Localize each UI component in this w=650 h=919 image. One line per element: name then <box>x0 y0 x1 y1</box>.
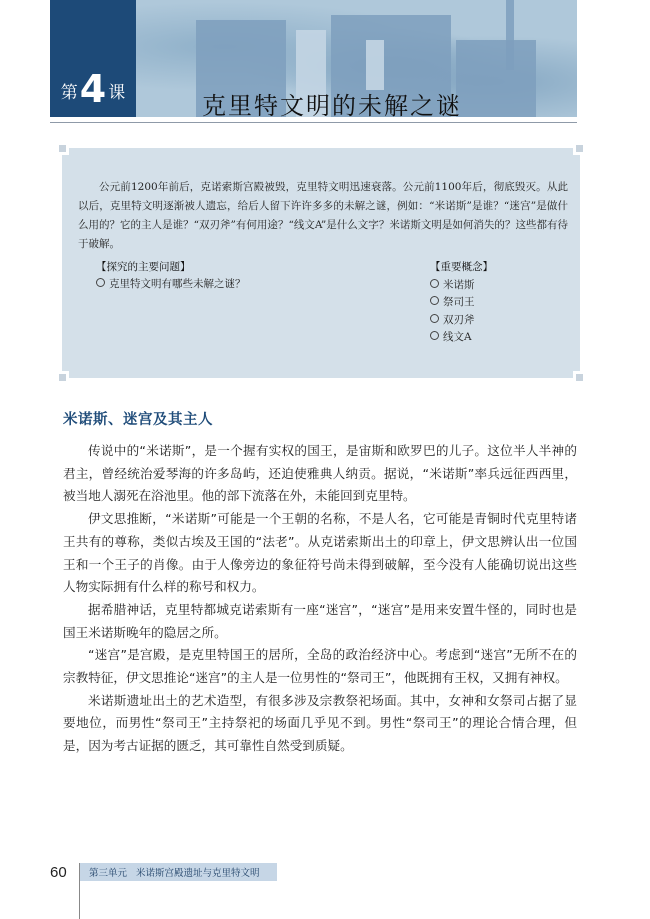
concept-item: 线文A <box>430 329 493 347</box>
body-paragraph: “迷宫”是宫殿，是克里特国王的居所，全岛的政治经济中心。考虑到“迷宫”无所不在的宗教特征，伊文思推论“迷宫”的主人是一位男性的“祭司王”，他既拥有王权，又拥有神权。 <box>63 647 577 686</box>
lesson-number: 4 <box>79 67 107 111</box>
concept-item: 祭司王 <box>430 294 493 312</box>
circle-bullet-icon <box>430 279 439 288</box>
running-head-text: 第三单元 米诺斯宫殿遗址与克里特文明 <box>89 868 260 879</box>
lesson-number-tag <box>50 0 136 117</box>
concept-item: 米诺斯 <box>430 277 493 295</box>
key-questions-heading: 【探究的主要问题】 <box>96 261 191 273</box>
circle-bullet-icon <box>430 314 439 323</box>
intro-paragraph: 公元前1200年前后，克诺索斯宫殿被毁，克里特文明迅速衰落。公元前1100年后，彻底毁灭。从此以后，克里特文明逐渐被人遗忘，给后人留下许许多多的未解之谜，例如：“米诺斯”是谁？“迷宫”是做什么用的？它的主人是谁？“双刃斧”有何用途？“线文A”是什么文字？米诺斯文明是如何消失的？这些都有待于破解。 <box>78 181 568 250</box>
body-paragraph: 传说中的“米诺斯”，是一个握有实权的国王，是宙斯和欧罗巴的儿子。这位半人半神的君主，曾经统治爱琴海的许多岛屿，还迫使雅典人纳贡。据说，“米诺斯”率兵远征西西里，被当地人溺死在浴池里。他的部下流落在外，未能回到克里特。 <box>63 443 577 504</box>
banner-divider <box>50 122 577 123</box>
key-concepts-heading: 【重要概念】 <box>430 261 493 273</box>
key-concepts <box>430 259 493 347</box>
key-questions <box>96 259 246 293</box>
corner-ornament <box>573 142 586 155</box>
lesson-suffix: 课 <box>108 83 126 103</box>
lesson-banner <box>50 0 577 117</box>
question-item: 克里特文明有哪些未解之谜？ <box>96 276 246 293</box>
page-number: 60 <box>50 864 67 881</box>
running-head <box>80 863 277 881</box>
circle-bullet-icon <box>430 331 439 340</box>
intro-box <box>62 148 580 378</box>
circle-bullet-icon <box>96 278 105 287</box>
body-paragraph: 伊文思推断，“米诺斯”可能是一个王朝的名称，不是人名，它可能是青铜时代克里特诸王共有的尊称，类似古埃及王国的“法老”。从克诺索斯出土的印章上，伊文思辨认出一位国王和一个王子的肖像。由于人像旁边的象征符号尚未得到破解，至今没有人能确切说出这些人物实际拥有什么样的称号和权力。 <box>63 511 577 595</box>
circle-bullet-icon <box>430 296 439 305</box>
corner-ornament <box>56 142 69 155</box>
section-body <box>63 440 577 758</box>
corner-ornament <box>573 371 586 384</box>
body-paragraph: 据希腊神话，克里特都城克诺索斯有一座“迷宫”，“迷宫”是用来安置牛怪的，同时也是国王米诺斯晚年的隐居之所。 <box>63 601 577 640</box>
lesson-title: 克里特文明的未解之谜 <box>202 92 462 117</box>
lesson-prefix: 第 <box>60 83 78 103</box>
corner-ornament <box>56 371 69 384</box>
body-paragraph: 米诺斯遗址出土的艺术造型，有很多涉及宗教祭祀场面。其中，女神和女祭司占据了显要地位，而男性“祭司王”主持祭祀的场面几乎见不到。男性“祭司王”的理论合情合理，但是，因为考古证据的匮乏，其可靠性自然受到质疑。 <box>63 692 577 754</box>
section-heading: 米诺斯、迷宫及其主人 <box>63 412 213 428</box>
concept-item: 双刃斧 <box>430 312 493 330</box>
